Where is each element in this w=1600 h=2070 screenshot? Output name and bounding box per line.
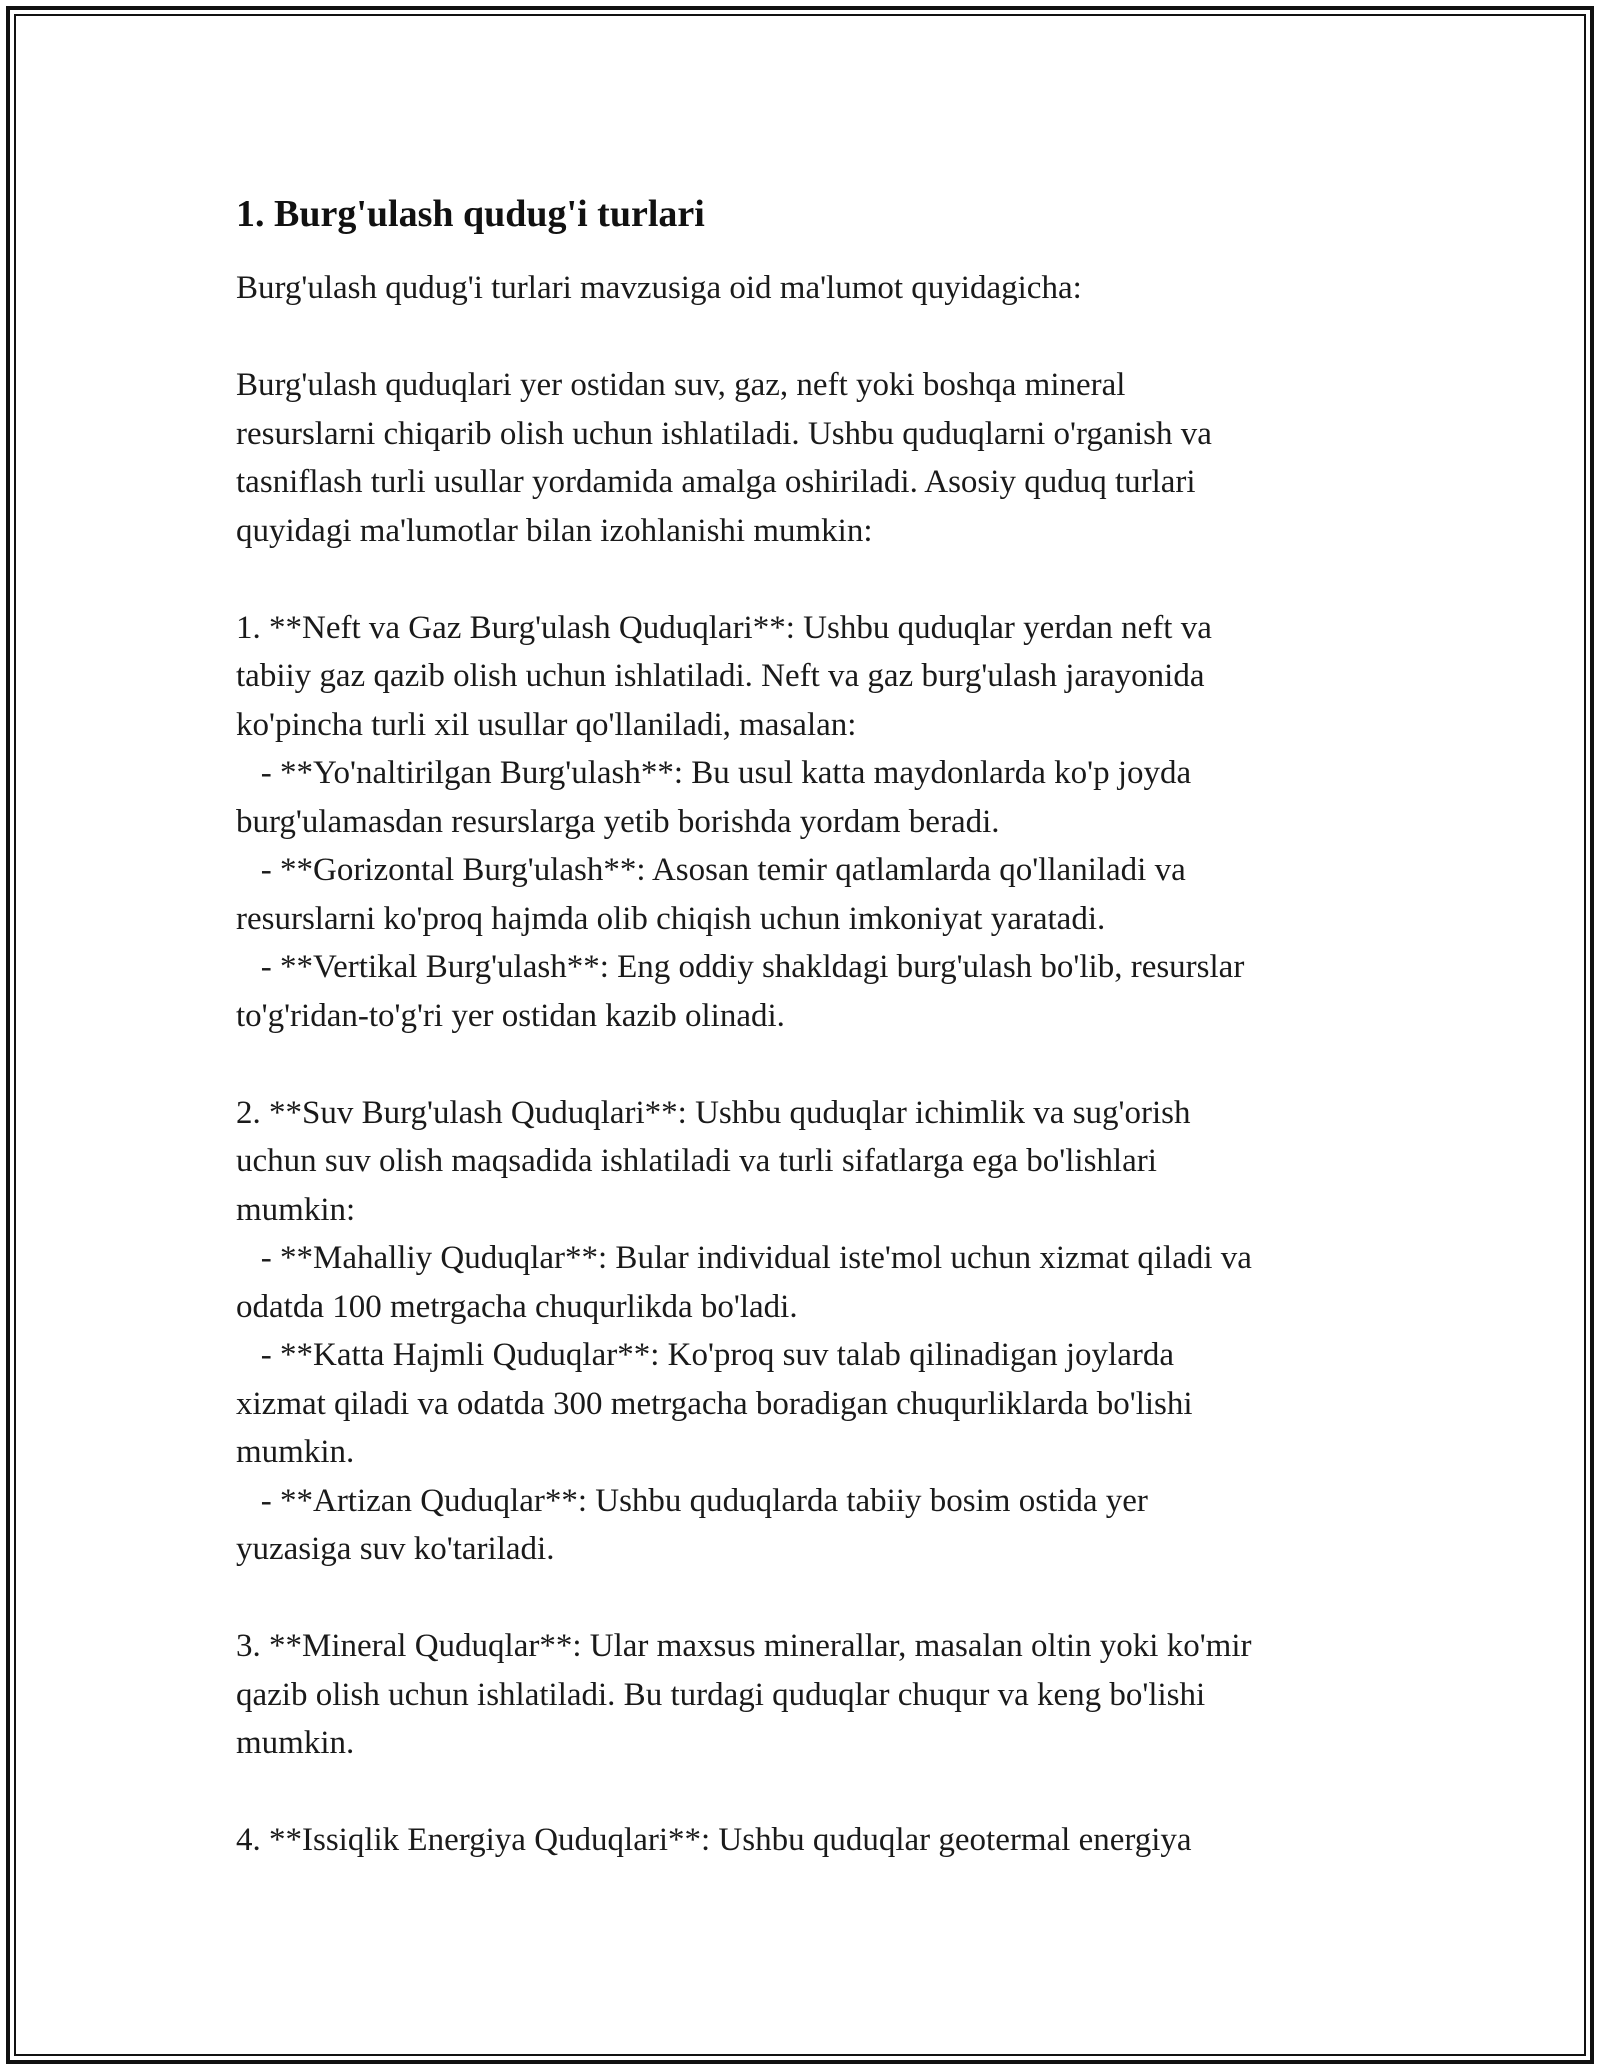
text-line: - **Mahalliy Quduqlar**: Bular individual iste'mol uchun xizmat qiladi va [236,1240,1252,1276]
text-line: to'g'ridan-to'g'ri yer ostidan kazib olinadi. [236,997,785,1034]
paragraph [236,1816,1376,1865]
text-line: - **Yo'naltirilgan Burg'ulash**: Bu usul katta maydonlarda ko'p joyda [236,755,1192,791]
paragraph [236,1622,1376,1768]
text-line: odatda 100 metrgacha chuqurlikda bo'ladi. [236,1288,798,1325]
text-line: burg'ulamasdan resurslarga yetib borishda yordam beradi. [236,803,1000,840]
text-line: quyidagi ma'lumotlar bilan izohlanishi mumkin: [236,512,873,549]
document-title: 1. Burg'ulash qudug'i turlari [236,193,705,235]
paragraph [236,604,1376,1041]
text-line: tabiiy gaz qazib olish uchun ishlatiladi. Neft va gaz burg'ulash jarayonida [236,658,1205,694]
intro-text: Burg'ulash qudug'i turlari mavzusiga oid ma'lumot quyidagicha: [236,270,1082,306]
text-line: tasniflash turli usullar yordamida amalga oshiriladi. Asosiy quduq turlari [236,464,1196,500]
text-line: resurslarni chiqarib olish uchun ishlatiladi. Ushbu quduqlarni o'rganish va [236,415,1212,452]
text-line: Burg'ulash quduqlari yer ostidan suv, gaz, neft yoki boshqa mineral [236,367,1126,403]
text-line: - **Katta Hajmli Quduqlar**: Ko'proq suv talab qilinadigan joylarda [236,1337,1174,1373]
text-line: 3. **Mineral Quduqlar**: Ular maxsus minerallar, masalan oltin yoki ko'mir [236,1628,1252,1664]
text-line: mumkin: [236,1191,356,1228]
text-line: mumkin. [236,1434,355,1470]
text-line: ko'pincha turli xil usullar qo'llaniladi, masalan: [236,706,857,743]
document-body [236,186,1376,1865]
text-line: 2. **Suv Burg'ulash Quduqlari**: Ushbu quduqlar ichimlik va sug'orish [236,1094,1191,1131]
text-line: mumkin. [236,1725,355,1761]
text-line: resurslarni ko'proq hajmda olib chiqish uchun imkoniyat yaratadi. [236,900,1106,937]
text-line: xizmat qiladi va odatda 300 metrgacha boradigan chuqurliklarda bo'lishi [236,1385,1193,1422]
paragraph [236,361,1376,555]
paragraph [236,1089,1376,1574]
text-line: - **Vertikal Burg'ulash**: Eng oddiy shakldagi burg'ulash bo'lib, resurslar [236,949,1245,985]
text-line: yuzasiga suv ko'tariladi. [236,1531,555,1567]
paragraph-list [236,361,1376,1865]
text-line: uchun suv olish maqsadida ishlatiladi va turli sifatlarga ega bo'lishlari [236,1143,1157,1179]
text-line: - **Gorizontal Burg'ulash**: Asosan temir qatlamlarda qo'llaniladi va [236,852,1186,888]
text-line: 4. **Issiqlik Energiya Quduqlari**: Ushbu quduqlar geotermal energiya [236,1822,1192,1858]
text-line: - **Artizan Quduqlar**: Ushbu quduqlarda tabiiy bosim ostida yer [236,1482,1148,1519]
text-line: 1. **Neft va Gaz Burg'ulash Quduqlari**: Ushbu quduqlar yerdan neft va [236,609,1212,646]
text-line: qazib olish uchun ishlatiladi. Bu turdagi quduqlar chuqur va keng bo'lishi [236,1676,1206,1713]
